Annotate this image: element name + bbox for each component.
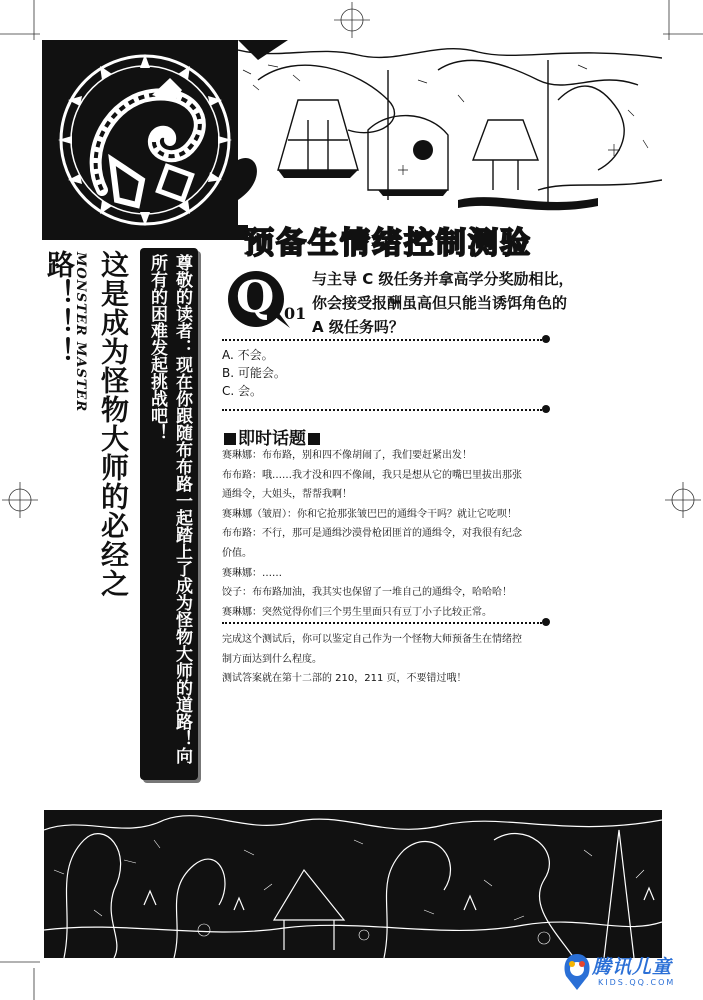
question-badge xyxy=(222,268,312,330)
monster-master-logo: MONSTER MASTER xyxy=(73,252,88,413)
dialog-block xyxy=(222,446,562,622)
dialog-line: 布布路：不行，那可是通缉沙漠骨枪团匪首的通缉令，对我很有纪念 xyxy=(222,528,522,540)
divider-cap-1 xyxy=(542,335,550,343)
divider-cap-2 xyxy=(542,405,550,413)
topic-heading-label: 即时话题 xyxy=(238,429,306,449)
dialog-line: 布布路：哦……我才没和四不像闹，我只是想从它的嘴巴里拔出那张 xyxy=(222,469,522,481)
site-watermark xyxy=(560,948,703,996)
divider-dotted-3 xyxy=(222,622,542,624)
watermark-url: KIDS.QQ.COM xyxy=(598,978,676,987)
divider-dotted-1 xyxy=(222,339,542,341)
dialog-line: 赛琳娜（皱眉）：你和它抢那张皱巴巴的通缉令干吗？就让它吃呗！ xyxy=(222,508,517,520)
question-number: 01 xyxy=(284,304,307,323)
square-bullet-icon xyxy=(224,433,236,445)
registration-mark-top xyxy=(330,0,374,40)
option-c[interactable]: C. 会。 xyxy=(222,384,263,398)
dialog-line: 赛琳娜：突然觉得你们三个男生里面只有豆丁小子比较正常。 xyxy=(222,606,492,618)
option-b[interactable]: B. 可能会。 xyxy=(222,366,286,380)
reader-greeting-text: 尊敬的读者：现在你跟随布布路一起踏上了成为怪物大师的道路！向所有的困难发起挑战吧！ xyxy=(147,254,192,764)
divider-cap-3 xyxy=(542,618,550,626)
dialog-line: 赛琳娜：…… xyxy=(222,567,282,579)
watermark-text: 腾讯儿童 xyxy=(592,956,673,978)
square-bullet-icon xyxy=(308,433,320,445)
forest-illustration-bottom xyxy=(44,810,662,958)
registration-mark-left xyxy=(0,478,40,522)
footer-line: 测试答案就在第十二部的 210，211 页，不要错过哦！ xyxy=(222,673,467,685)
reader-greeting-strip xyxy=(140,248,198,780)
dialog-line: 通缉令，大姐头，帮帮我啊！ xyxy=(222,489,352,501)
footer-note xyxy=(222,630,562,689)
answer-options xyxy=(222,346,522,400)
village-illustration-top xyxy=(238,40,662,225)
footer-line: 完成这个测试后，你可以鉴定自己作为一个怪物大师预备生在情绪控 xyxy=(222,634,522,645)
footer-line: 制方面达到什么程度。 xyxy=(222,653,322,665)
registration-mark-right xyxy=(663,478,703,522)
dragon-emblem xyxy=(42,40,248,240)
question-text: 与主导 C 级任务并拿高学分奖励相比，你会接受报酬虽高但只能当诱饵角色的 A 级任务吗？ xyxy=(312,270,574,336)
divider-dotted-2 xyxy=(222,409,542,411)
dialog-line: 赛琳娜：布布路，别和四不像胡闹了，我们要赶紧出发！ xyxy=(222,450,472,461)
tagline-vertical: 这是成为怪物大师的必经之路！！！ xyxy=(43,250,130,598)
option-a[interactable]: A. 不会。 xyxy=(222,348,274,362)
page-title: 预备生情绪控制测验 xyxy=(244,226,532,261)
dialog-line: 饺子：布布路加油，我其实也保留了一堆自己的通缉令，哈哈哈！ xyxy=(222,587,512,599)
dialog-line: 价值。 xyxy=(222,547,252,559)
question-letter: Q xyxy=(236,272,275,323)
